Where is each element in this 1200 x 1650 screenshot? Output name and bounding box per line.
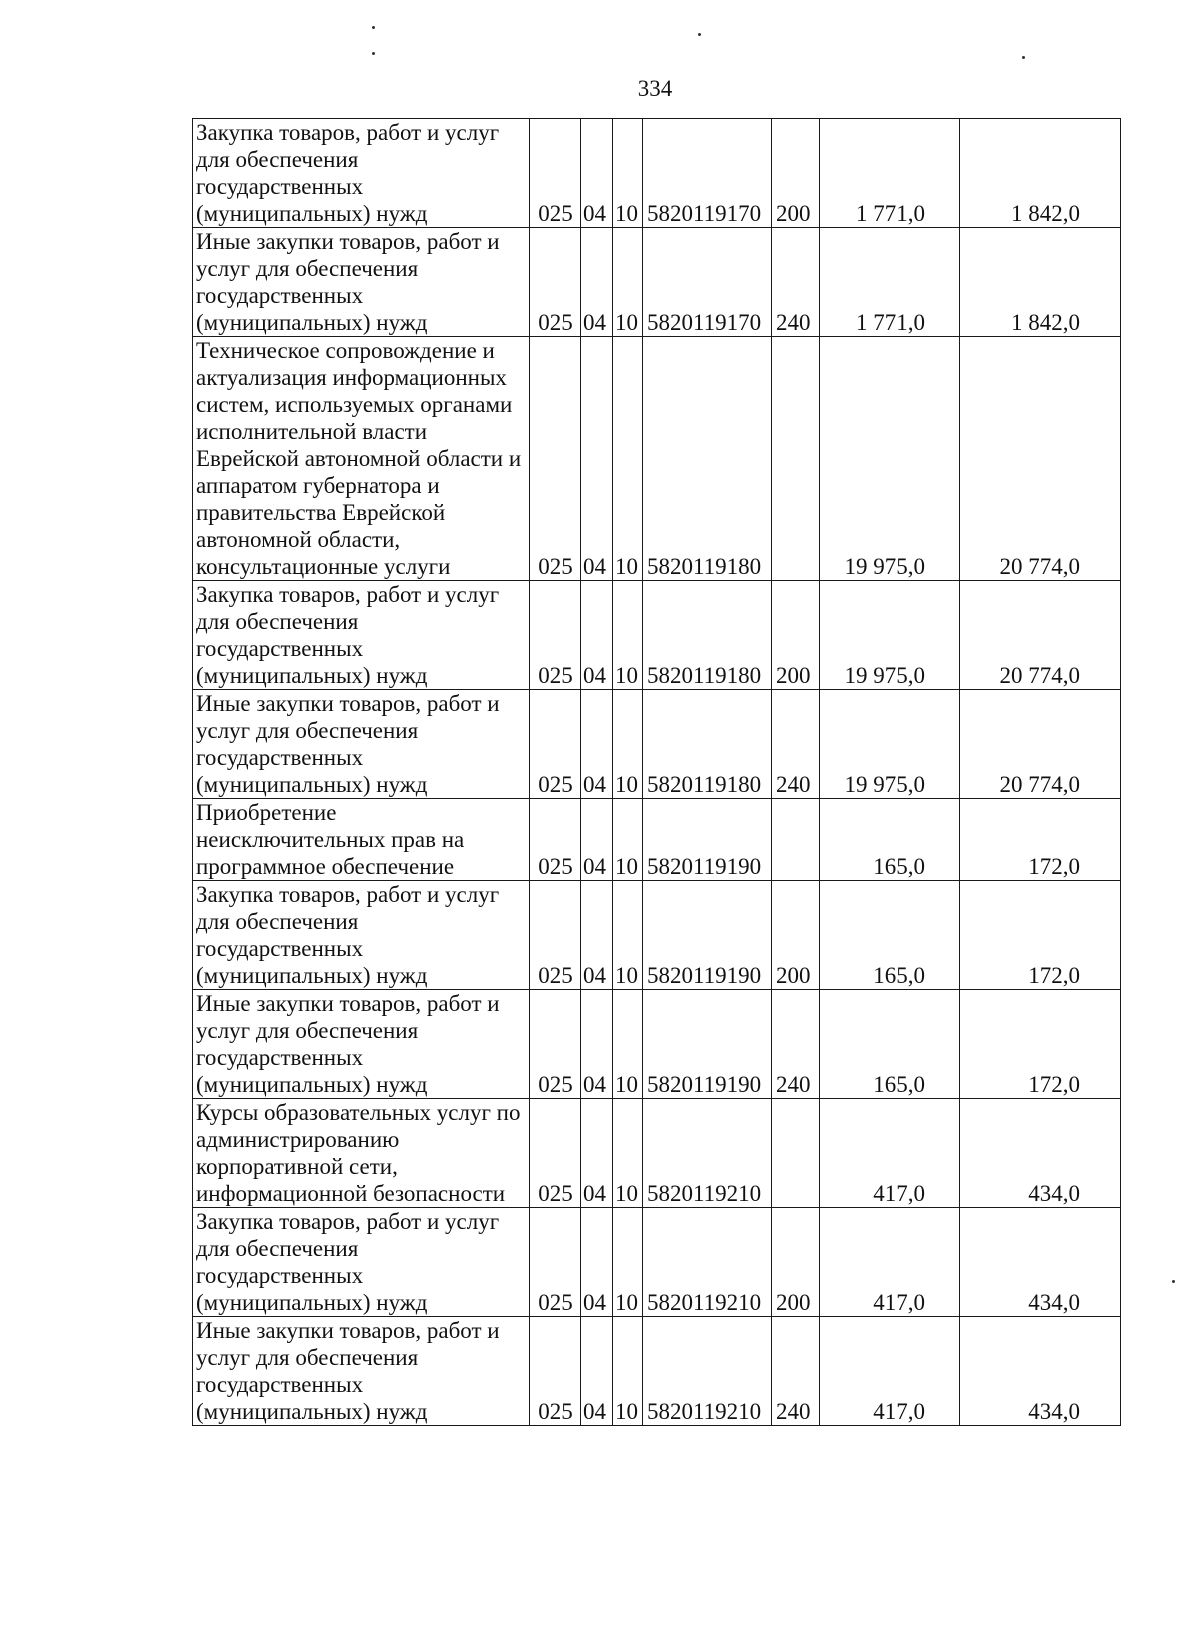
target-article-cell: 5820119180 [643, 690, 772, 799]
subsection-code-cell: 10 [613, 990, 643, 1099]
amount-year1-cell: 417,0 [820, 1099, 960, 1208]
ministry-code-cell: 025 [530, 1208, 581, 1317]
section-code-cell: 04 [581, 881, 613, 990]
table-row [193, 881, 1121, 990]
amount-year2-cell: 172,0 [960, 990, 1121, 1099]
amount-year2-cell: 1 842,0 [960, 228, 1121, 337]
section-code-cell: 04 [581, 228, 613, 337]
amount-year1-cell: 417,0 [820, 1317, 960, 1426]
amount-year1-cell: 165,0 [820, 881, 960, 990]
amount-year2-cell: 1 842,0 [960, 119, 1121, 228]
amount-year2-cell: 20 774,0 [960, 581, 1121, 690]
table-row [193, 690, 1121, 799]
table-row [193, 1208, 1121, 1317]
section-code-cell: 04 [581, 337, 613, 581]
scan-speck [698, 33, 701, 36]
amount-year2-cell: 20 774,0 [960, 690, 1121, 799]
section-code-cell: 04 [581, 581, 613, 690]
section-code-cell: 04 [581, 1208, 613, 1317]
target-article-cell: 5820119170 [643, 119, 772, 228]
target-article-cell: 5820119210 [643, 1317, 772, 1426]
amount-year1-cell: 417,0 [820, 1208, 960, 1317]
target-article-cell: 5820119180 [643, 581, 772, 690]
row-name-cell: Иные закупки товаров, работ и услуг для обеспечения государственных (муниципальных) нужд [193, 228, 530, 337]
target-article-cell: 5820119190 [643, 881, 772, 990]
section-code-cell: 04 [581, 690, 613, 799]
row-name-cell: Иные закупки товаров, работ и услуг для обеспечения государственных (муниципальных) нужд [193, 690, 530, 799]
section-code-cell: 04 [581, 990, 613, 1099]
table-row [193, 119, 1121, 228]
scan-speck [1022, 56, 1025, 59]
table-body [193, 119, 1121, 1426]
subsection-code-cell: 10 [613, 1317, 643, 1426]
amount-year1-cell: 19 975,0 [820, 337, 960, 581]
target-article-cell: 5820119190 [643, 799, 772, 881]
target-article-cell: 5820119210 [643, 1208, 772, 1317]
target-article-cell: 5820119190 [643, 990, 772, 1099]
subsection-code-cell: 10 [613, 337, 643, 581]
scan-speck [372, 26, 375, 29]
subsection-code-cell: 10 [613, 119, 643, 228]
amount-year1-cell: 1 771,0 [820, 228, 960, 337]
table-row [193, 799, 1121, 881]
section-code-cell: 04 [581, 119, 613, 228]
amount-year2-cell: 434,0 [960, 1317, 1121, 1426]
amount-year1-cell: 19 975,0 [820, 690, 960, 799]
row-name-cell: Закупка товаров, работ и услуг для обеспечения государственных (муниципальных) нужд [193, 881, 530, 990]
table-row [193, 581, 1121, 690]
row-name-cell: Закупка товаров, работ и услуг для обеспечения государственных (муниципальных) нужд [193, 581, 530, 690]
subsection-code-cell: 10 [613, 881, 643, 990]
amount-year1-cell: 1 771,0 [820, 119, 960, 228]
ministry-code-cell: 025 [530, 690, 581, 799]
expense-type-cell: 240 [772, 690, 820, 799]
ministry-code-cell: 025 [530, 1317, 581, 1426]
row-name-cell: Приобретение неисключительных прав на программное обеспечение [193, 799, 530, 881]
ministry-code-cell: 025 [530, 1099, 581, 1208]
section-code-cell: 04 [581, 1317, 613, 1426]
expense-type-cell: 200 [772, 581, 820, 690]
table-row [193, 990, 1121, 1099]
row-name-cell: Техническое сопровождение и актуализация информационных систем, используемых органами исполнительной власти Еврейской автономной области и аппаратом губернатора и правительства Еврейской автономной области, консультационные услуги [193, 337, 530, 581]
table-row [193, 1317, 1121, 1426]
amount-year2-cell: 172,0 [960, 799, 1121, 881]
section-code-cell: 04 [581, 1099, 613, 1208]
scan-speck [372, 52, 375, 55]
amount-year2-cell: 20 774,0 [960, 337, 1121, 581]
row-name-cell: Курсы образовательных услуг по администрированию корпоративной сети, информационной безопасности [193, 1099, 530, 1208]
ministry-code-cell: 025 [530, 799, 581, 881]
ministry-code-cell: 025 [530, 337, 581, 581]
subsection-code-cell: 10 [613, 1099, 643, 1208]
row-name-cell: Иные закупки товаров, работ и услуг для обеспечения государственных (муниципальных) нужд [193, 1317, 530, 1426]
amount-year2-cell: 172,0 [960, 881, 1121, 990]
subsection-code-cell: 10 [613, 581, 643, 690]
expense-type-cell: 240 [772, 990, 820, 1099]
ministry-code-cell: 025 [530, 228, 581, 337]
subsection-code-cell: 10 [613, 228, 643, 337]
section-code-cell: 04 [581, 799, 613, 881]
ministry-code-cell: 025 [530, 881, 581, 990]
ministry-code-cell: 025 [530, 119, 581, 228]
subsection-code-cell: 10 [613, 799, 643, 881]
expense-type-cell: 240 [772, 228, 820, 337]
budget-table [192, 118, 1121, 1426]
table-row [193, 337, 1121, 581]
expense-type-cell [772, 799, 820, 881]
page-number: 334 [637, 76, 673, 101]
expense-type-cell: 200 [772, 1208, 820, 1317]
amount-year2-cell: 434,0 [960, 1208, 1121, 1317]
subsection-code-cell: 10 [613, 690, 643, 799]
table-row [193, 1099, 1121, 1208]
amount-year1-cell: 165,0 [820, 799, 960, 881]
expense-type-cell: 240 [772, 1317, 820, 1426]
row-name-cell: Иные закупки товаров, работ и услуг для обеспечения государственных (муниципальных) нужд [193, 990, 530, 1099]
amount-year1-cell: 19 975,0 [820, 581, 960, 690]
amount-year1-cell: 165,0 [820, 990, 960, 1099]
ministry-code-cell: 025 [530, 990, 581, 1099]
ministry-code-cell: 025 [530, 581, 581, 690]
table-row [193, 228, 1121, 337]
expense-type-cell [772, 337, 820, 581]
row-name-cell: Закупка товаров, работ и услуг для обеспечения государственных (муниципальных) нужд [193, 1208, 530, 1317]
expense-type-cell [772, 1099, 820, 1208]
expense-type-cell: 200 [772, 119, 820, 228]
row-name-cell: Закупка товаров, работ и услуг для обеспечения государственных (муниципальных) нужд [193, 119, 530, 228]
amount-year2-cell: 434,0 [960, 1099, 1121, 1208]
target-article-cell: 5820119170 [643, 228, 772, 337]
target-article-cell: 5820119210 [643, 1099, 772, 1208]
target-article-cell: 5820119180 [643, 337, 772, 581]
subsection-code-cell: 10 [613, 1208, 643, 1317]
scan-speck [1172, 1280, 1175, 1283]
expense-type-cell: 200 [772, 881, 820, 990]
